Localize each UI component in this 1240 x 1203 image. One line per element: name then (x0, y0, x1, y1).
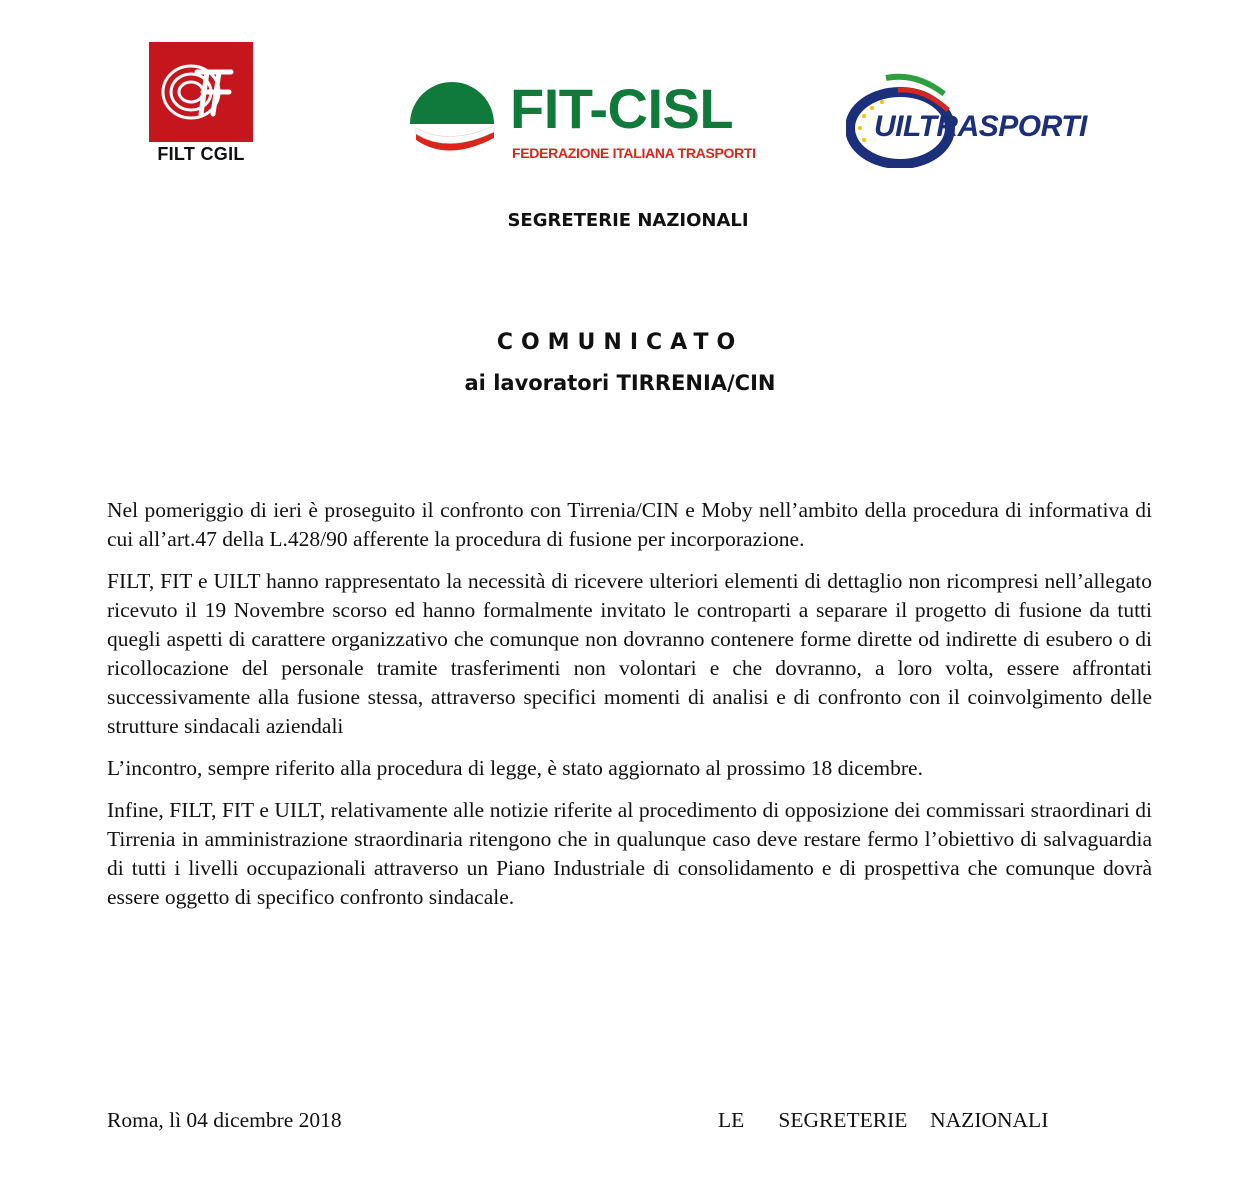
uiltrasporti-name: UILTRASPORTI (874, 110, 1087, 143)
body-paragraph: Nel pomeriggio di ieri è proseguito il confronto con Tirrenia/CIN e Moby nell’ambito della procedura di informativa di cui all’art.47 della L.428/90 afferente la procedura di fusione per incorporazione. (107, 498, 1152, 551)
filt-cgil-logo (149, 42, 253, 164)
body-paragraph: L’incontro, sempre riferito alla procedura di legge, è stato aggiornato al prossimo 18 dicembre. (107, 756, 923, 780)
document-body (107, 496, 1152, 925)
place-date: Roma, lì 04 dicembre 2018 (107, 1108, 342, 1132)
segreterie-heading: SEGRETERIE NAZIONALI (507, 210, 749, 231)
body-paragraph: Infine, FILT, FIT e UILT, relativamente alle notizie riferite al procedimento di opposizione dei commissari straordinari di Tirrenia in amministrazione straordinaria ritengono che in qualunque caso deve restare fermo l’obiettivo di salvaguardia di tutti i livelli occupazionali attraverso un Piano Industriale di consolidamento e di prospettiva che comunque dovrà essere oggetto di specifico confronto sindacale. (107, 798, 1152, 909)
comunicato-title: COMUNICATO (496, 330, 744, 355)
filt-logo-caption: FILT CGIL (157, 144, 245, 164)
filt-logo-emblem (149, 42, 253, 142)
uiltrasporti-logo (846, 72, 1116, 168)
fit-cisl-subtitle: FEDERAZIONE ITALIANA TRASPORTI (512, 145, 756, 161)
fit-cisl-emblem-icon (408, 76, 508, 166)
comunicato-subtitle: ai lavoratori TIRRENIA/CIN (464, 371, 776, 395)
fit-cisl-name: FIT-CISL (510, 77, 734, 140)
fit-cisl-logo (408, 76, 756, 166)
body-paragraph: FILT, FIT e UILT hanno rappresentato la necessità di ricevere ulteriori elementi di dettaglio non ricompresi nell’allegato ricevuto il 19 Novembre scorso ed hanno formalmente invitato le controparti a separare il progetto di fusione da tutti quegli aspetti di carattere organizzativo che comunque non dovranno contenere forme dirette od indirette di esubero o di ricollocazione del personale tramite trasferimenti non volontari e che dovranno, a loro volta, essere affrontati successivamente alla fusione stessa, attraverso specifici momenti di analisi e di confronto con il coinvolgimento delle strutture sindacali aziendali (107, 569, 1152, 738)
filt-emblem-icon (149, 42, 253, 142)
signature: LE SEGRETERIE NAZIONALI (718, 1108, 1049, 1132)
